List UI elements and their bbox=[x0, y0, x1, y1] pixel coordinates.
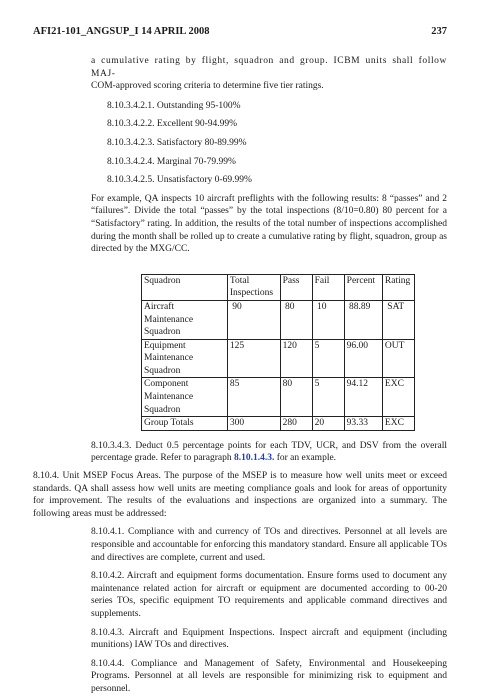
paragraph-8-10-4: 8.10.4. Unit MSEP Focus Areas. The purpose of the MSEP is to measure how well units meet or exceed standards. QA shall assess how well units are meeting compliance goals and look for areas of opportunity for improvement. The results of the evaluations and inspections are organized into a summary. The following areas must be addressed: bbox=[33, 471, 447, 519]
row-total: 90 bbox=[227, 300, 280, 339]
table-row bbox=[142, 300, 415, 339]
totals-percent: 93.33 bbox=[344, 417, 382, 431]
tier-excellent: 8.10.3.4.2.2. Excellent 90-94.99% bbox=[107, 119, 238, 130]
page-header bbox=[33, 26, 447, 40]
header-fail: Fail bbox=[312, 274, 344, 300]
page-number: 237 bbox=[431, 26, 447, 37]
row-squadron-name: Aircraft Maintenance Squadron bbox=[142, 300, 228, 339]
row-percent: 96.00 bbox=[344, 339, 382, 378]
tier-outstanding: 8.10.3.4.2.1. Outstanding 95-100% bbox=[107, 100, 241, 111]
document-id: AFI21-101_ANGSUP_I 14 APRIL 2008 bbox=[33, 26, 210, 37]
row-rating: SAT bbox=[382, 300, 414, 339]
header-rating: Rating bbox=[382, 274, 414, 300]
totals-total: 300 bbox=[227, 417, 280, 431]
page-body bbox=[33, 55, 447, 696]
row-total: 85 bbox=[227, 378, 280, 417]
intro-line-1: a cumulative rating by flight, squadron and group. ICBM units shall follow MAJ- bbox=[91, 56, 447, 79]
header-squadron: Squadron bbox=[142, 274, 228, 300]
totals-rating: EXC bbox=[382, 417, 414, 431]
totals-fail: 20 bbox=[312, 417, 344, 431]
paragraph-8-10-4-2: 8.10.4.2. Aircraft and equipment forms documentation. Ensure forms used to document any maintenance related action for aircraft or equipment are documented according to 00-20 series TOs, specific equipment TO requirements and applicable command directives and supplements. bbox=[91, 571, 447, 619]
row-fail: 10 bbox=[312, 300, 344, 339]
header-pass: Pass bbox=[280, 274, 312, 300]
paragraph-reference-link[interactable]: 8.10.1.4.3. bbox=[233, 453, 275, 464]
tier-satisfactory: 8.10.3.4.2.3. Satisfactory 80-89.99% bbox=[107, 137, 247, 148]
row-fail: 5 bbox=[312, 378, 344, 417]
example-paragraph: For example, QA inspects 10 aircraft preflights with the following results: 8 “passes” and 2 “failures”. Divide the total “passes” by the total inspections (8/10=0.80) 80 percent for a “Satisfactory” rating. In addition, the results of the total number of inspections accomplished during the month shall be rolled up to create a cumulative rating by flight, squadron, group as directed by the MXG/CC. bbox=[91, 193, 447, 255]
totals-pass: 280 bbox=[280, 417, 312, 431]
tier-unsatisfactory: 8.10.3.4.2.5. Unsatisfactory 0-69.99% bbox=[107, 175, 252, 186]
row-rating: OUT bbox=[382, 339, 414, 378]
tier-marginal: 8.10.3.4.2.4. Marginal 70-79.99% bbox=[107, 156, 236, 167]
table-row bbox=[142, 339, 415, 378]
row-pass: 120 bbox=[280, 339, 312, 378]
intro-line-2: COM-approved scoring criteria to determine five tier ratings. bbox=[91, 81, 324, 92]
row-percent: 88.89 bbox=[344, 300, 382, 339]
row-percent: 94.12 bbox=[344, 378, 382, 417]
inspection-results-table bbox=[141, 274, 415, 431]
paragraph-8-10-4-4: 8.10.4.4. Compliance and Management of Safety, Environmental and Housekeeping Programs. Personnel at all levels are responsible for minimizing risk to equipment and personnel. bbox=[91, 658, 447, 694]
row-squadron-name: Component Maintenance Squadron bbox=[142, 378, 228, 417]
header-total-inspections: Total Inspections bbox=[227, 274, 280, 300]
table-totals-row bbox=[142, 417, 415, 431]
table-header-row bbox=[142, 274, 415, 300]
paragraph-8-10-3-4-3: 8.10.3.4.3. Deduct 0.5 percentage points for each TDV, UCR, and DSV from the overall percentage grade. Refer to paragraph 8.10.1.4.3. for an example. bbox=[91, 440, 447, 464]
row-squadron-name: Equipment Maintenance Squadron bbox=[142, 339, 228, 378]
header-percent: Percent bbox=[344, 274, 382, 300]
paragraph-8-10-4-3: 8.10.4.3. Aircraft and Equipment Inspections. Inspect aircraft and equipment (including munitions) IAW TOs and directives. bbox=[91, 627, 447, 651]
row-pass: 80 bbox=[280, 300, 312, 339]
row-fail: 5 bbox=[312, 339, 344, 378]
row-pass: 80 bbox=[280, 378, 312, 417]
table-row bbox=[142, 378, 415, 417]
paragraph-8-10-4-1: 8.10.4.1. Compliance with and currency of TOs and directives. Personnel at all levels are responsible and accountable for enforcing this mandatory standard. Ensure all applicable TOs and directives are complete, current and used. bbox=[91, 527, 447, 563]
row-rating: EXC bbox=[382, 378, 414, 417]
totals-label: Group Totals bbox=[142, 417, 228, 431]
row-total: 125 bbox=[227, 339, 280, 378]
